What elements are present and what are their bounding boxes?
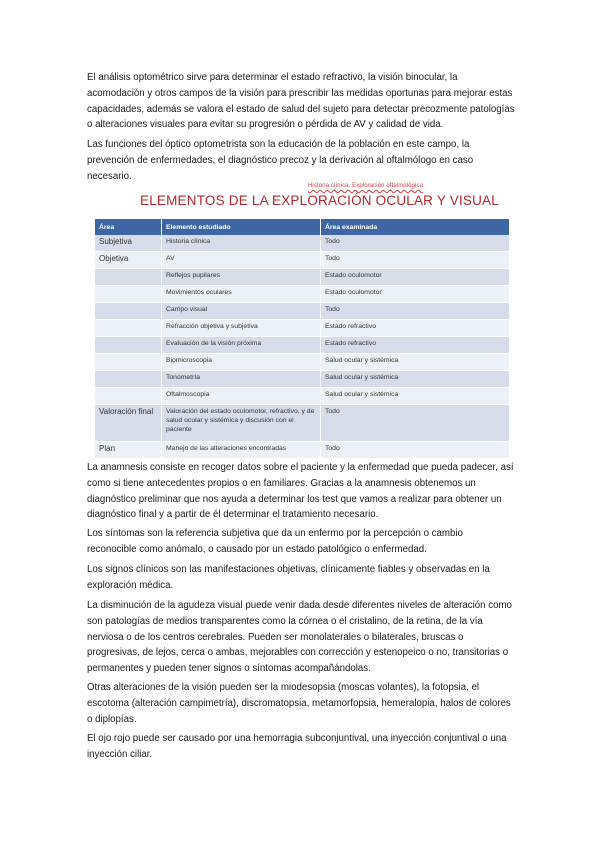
- column-header-element: Elemento estudiado: [162, 219, 321, 235]
- table-row: [95, 371, 510, 388]
- paragraph-signos: Los signos clínicos son las manifestaciones objetivas, clínicamente fiables y observadas en la exploración médica.: [87, 564, 490, 591]
- cell-examined: Estado refractivo: [321, 337, 510, 354]
- table-row: [95, 354, 510, 371]
- cell-examined: Estado oculomotor: [321, 269, 510, 286]
- cell-examined: Salud ocular y sistémica: [321, 354, 510, 371]
- cell-element: Biomicroscopia: [162, 354, 321, 371]
- figure-title: ELEMENTOS DE LA EXPLORACIÓN OCULAR Y VISUAL: [140, 193, 499, 208]
- cell-examined: Salud ocular y sistémica: [321, 371, 510, 388]
- cell-area: [95, 371, 162, 388]
- cell-area: Plan: [95, 442, 162, 459]
- cell-examined: Todo: [321, 405, 510, 442]
- cell-area: Objetiva: [95, 252, 162, 269]
- cell-examined: Salud ocular y sistémica: [321, 388, 510, 405]
- table-row: [95, 337, 510, 354]
- table-row: [95, 286, 510, 303]
- paragraph-otras-alteraciones: Otras alteraciones de la visión pueden ser la miodesopsia (moscas volantes), la fotopsia, el escotoma (alteración campimetría), discromatopsia, metamorfopsia, hemeralopia, halos de colores o diplopías.: [87, 682, 511, 725]
- table-row: [95, 442, 510, 459]
- cell-area: [95, 269, 162, 286]
- table-row: [95, 405, 510, 442]
- cell-element: Valoración del estado oculomotor, refractivo, y de salud ocular y sistémica y discusión con el paciente: [162, 405, 321, 442]
- column-header-examined: Área examinada: [321, 219, 510, 235]
- cell-element: AV: [162, 252, 321, 269]
- exploration-table: [95, 219, 510, 459]
- cell-area: [95, 303, 162, 320]
- table-header-row: [95, 219, 510, 235]
- cell-examined: Estado oculomotor: [321, 286, 510, 303]
- paragraph-ojo-rojo: El ojo rojo puede ser causado por una hemorragia subconjuntival, una inyección conjuntival o una inyección ciliar.: [87, 733, 507, 760]
- cell-examined: Todo: [321, 235, 510, 252]
- table-row: [95, 235, 510, 252]
- cell-element: Movimientos oculares: [162, 286, 321, 303]
- paragraph-sintomas: Los síntomas son la referencia subjetiva que da un enfermo por la percepción o cambio reconocible como anómalo, o causado por un estado patológico o enfermedad.: [87, 528, 463, 555]
- cell-element: Manejo de las alteraciones encontradas: [162, 442, 321, 459]
- cell-examined: Todo: [321, 442, 510, 459]
- cell-area: [95, 286, 162, 303]
- cell-area: Valoración final: [95, 405, 162, 442]
- table-row: [95, 303, 510, 320]
- figure-source-note: Historia clínica. Exploración oftalmológica: [308, 183, 424, 189]
- paragraph-anamnesis: La anamnesis consiste en recoger datos sobre el paciente y la enfermedad que pueda padecer, así como si tiene antecedentes propios o en familiares. Gracias a la anamnesis obtenemos un diagnóstico preliminar que nos ayuda a determinar los test que vamos a realizar para obtener un diagnóstico final y a partir de él determinar el tratamiento necesario.: [87, 462, 514, 521]
- cell-area: [95, 320, 162, 337]
- cell-area: [95, 354, 162, 371]
- paragraph-analisis: El análisis optométrico sirve para determinar el estado refractivo, la visión binocular, la acomodación y otros campos de la visión para prescribir las medidas oportunas para mejorar estas capacidades, además se valora el estado de salud del sujeto para detectar precozmente patologías o alteraciones visuales para evitar su progresión o pérdida de AV y calidad de vida.: [87, 72, 515, 131]
- cell-element: Evaluación de la visión próxima: [162, 337, 321, 354]
- cell-examined: Todo: [321, 303, 510, 320]
- table-row: [95, 252, 510, 269]
- paragraph-funciones: Las funciones del óptico optometrista son la educación de la población en este campo, la prevención de enfermedades, el diagnóstico precoz y la derivación al oftalmólogo en caso necesario.: [87, 139, 474, 182]
- cell-element: Campo visual: [162, 303, 321, 320]
- cell-element: Refracción objetiva y subjetiva: [162, 320, 321, 337]
- cell-area: Subjetiva: [95, 235, 162, 252]
- paragraph-agudeza-visual: La disminución de la agudeza visual puede venir dada desde diferentes niveles de alteración como son patologías de medios transparentes como la córnea o el cristalino, de la retina, de la vía nerviosa o de los centros cerebrales. Pueden ser monolaterales o bilaterales, bruscas o progresivas, de lejos, cerca o ambas, mejorables con corrección y estenopeico o no, transitorias o permanentes y pueden tener signos o síntomas acompañándolas.: [87, 600, 512, 675]
- table-row: [95, 269, 510, 286]
- table-row: [95, 388, 510, 405]
- cell-area: [95, 337, 162, 354]
- cell-element: Historia clínica: [162, 235, 321, 252]
- cell-element: Reflejos pupilares: [162, 269, 321, 286]
- column-header-area: Área: [95, 219, 162, 235]
- cell-examined: Estado refractivo: [321, 320, 510, 337]
- table-row: [95, 320, 510, 337]
- cell-element: Oftalmoscopia: [162, 388, 321, 405]
- cell-element: Tonometría: [162, 371, 321, 388]
- cell-area: [95, 388, 162, 405]
- cell-examined: Todo: [321, 252, 510, 269]
